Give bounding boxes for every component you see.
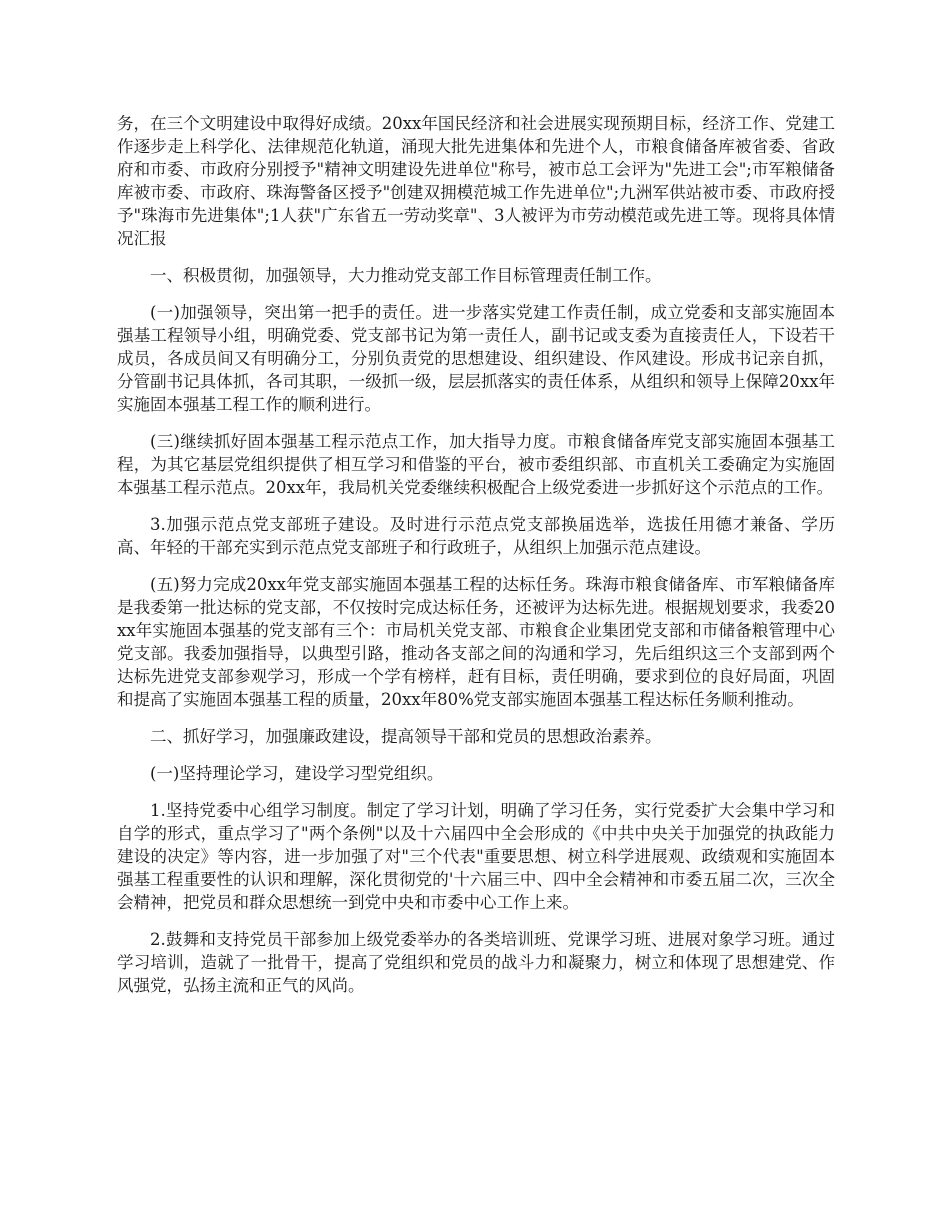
paragraph-team-building: 3.加强示范点党支部班子建设。及时进行示范点党支部换届选举，选拔任用德才兼备、学历高、年轻的干部充实到示范点党支部班子和行政班子，从组织上加强示范点建设。 [117, 515, 835, 557]
paragraph-study-system: 1.坚持党委中心组学习制度。制定了学习计划，明确了学习任务，实行党委扩大会集中学习和自学的形式，重点学习了"两个条例"以及十六届四中全会形成的《中共中央关于加强党的执政能力建设的决定》等内容，进一步加强了对"三个代表"重要思想、树立科学进展观、政绩观和实施固本强基工程重要性的认识和理解，深化贯彻党的'十六届三中、四中全会精神和市委五届二次，三次全会精神，把党员和群众思想统一到党中央和市委中心工作上来。 [117, 801, 835, 912]
paragraph-intro-continuation: 务，在三个文明建设中取得好成绩。20xx年国民经济和社会进展实现预期目标，经济工作、党建工作逐步走上科学化、法律规范化轨道，涌现大批先进集体和先进个人，市粮食储备库被省委、省政府和市委、市政府分别授予"精神文明建设先进单位"称号，被市总工会评为"先进工会";市军粮储备库被市委、市政府、珠海警备区授予"创建双拥模范城工作先进单位";九洲军供站被市委、市政府授予"珠海市先进集体";1人获"广东省五一劳动奖章"、3人被评为市劳动模范或先进工等。现将具体情况汇报 [117, 114, 835, 248]
document-body [117, 112, 835, 1011]
section-heading-1: 一、积极贯彻，加强领导，大力推动党支部工作目标管理责任制工作。 [150, 266, 662, 285]
paragraph-standard-tasks: (五)努力完成20xx年党支部实施固本强基工程的达标任务。珠海市粮食储备库、市军粮储备库是我委第一批达标的党支部，不仅按时完成达标任务，还被评为达标先进。根据规划要求，我委20xx年实施固本强基的党支部有三个：市局机关党支部、市粮食企业集团党支部和市储备粮管理中心党支部。我委加强指导，以典型引路，推动各支部之间的沟通和学习，先后组织这三个支部到两个达标先进党支部参观学习，形成一个学有榜样，赶有目标，责任明确，要求到位的良好局面，巩固和提高了实施固本强基工程的质量，20xx年80%党支部实施固本强基工程达标任务顺利推动。 [117, 575, 835, 709]
subsection-heading-theory-study: (一)坚持理论学习，建设学习型党组织。 [150, 764, 444, 783]
paragraph-demonstration-point: (三)继续抓好固本强基工程示范点工作，加大指导力度。市粮食储备库党支部实施固本强基工程，为其它基层党组织提供了相互学习和借鉴的平台，被市委组织部、市直机关工委确定为实施固本强基工程示范点。20xx年，我局机关党委继续积极配合上级党委进一步抓好这个示范点的工作。 [117, 432, 835, 497]
paragraph-leadership: (一)加强领导，突出第一把手的责任。进一步落实党建工作责任制，成立党委和支部实施固本强基工程领导小组，明确党委、党支部书记为第一责任人，副书记或支委为直接责任人，下设若干成员，各成员间又有明确分工，分别负责党的思想建设、组织建设、作风建设。形成书记亲自抓，分管副书记具体抓，各司其职，一级抓一级，层层抓落实的责任体系，从组织和领导上保障20xx年实施固本强基工程工作的顺利进行。 [117, 303, 835, 414]
section-heading-2: 二、抓好学习，加强廉政建设，提高领导干部和党员的思想政治素养。 [150, 727, 662, 746]
paragraph-training: 2.鼓舞和支持党员干部参加上级党委举办的各类培训班、党课学习班、进展对象学习班。通过学习培训，造就了一批骨干，提高了党组织和党员的战斗力和凝聚力，树立和体现了思想建党、作风强党，弘扬主流和正气的风尚。 [117, 930, 835, 995]
